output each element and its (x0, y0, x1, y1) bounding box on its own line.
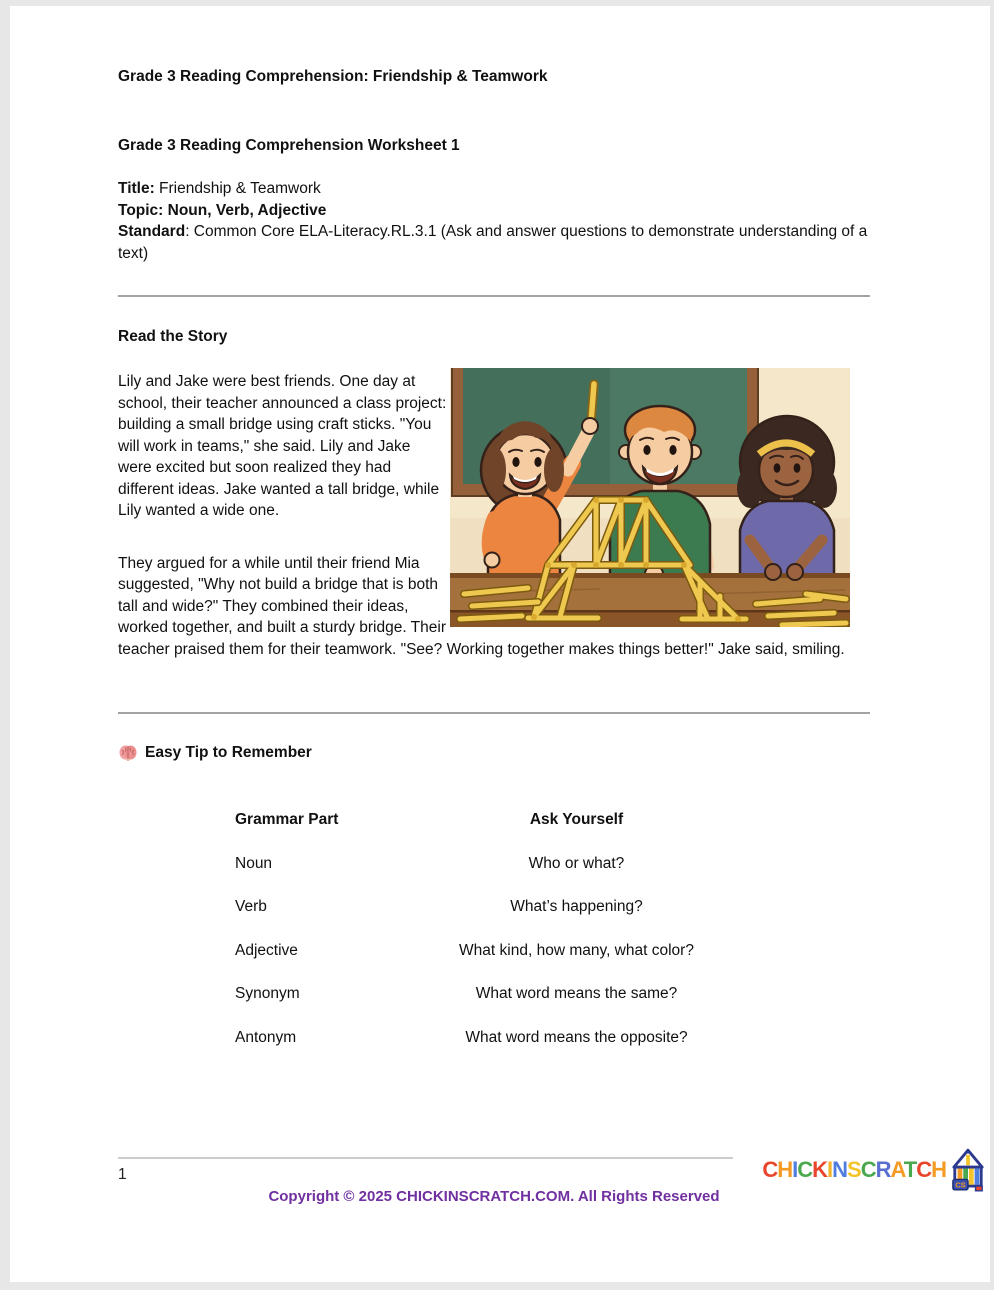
logo-letter: C (916, 1157, 932, 1182)
table-cell: Verb (235, 898, 267, 915)
meta-title-line (118, 178, 870, 200)
logo-letter: S (847, 1157, 861, 1182)
logo-letter: K (812, 1157, 828, 1182)
brain-icon (118, 744, 138, 762)
logo-letter: C (762, 1157, 778, 1182)
table-cell: Synonym (235, 985, 300, 1002)
divider-top (118, 295, 870, 297)
meta-standard-line (118, 221, 870, 264)
logo-letter: H (931, 1157, 946, 1182)
classroom-illustration-svg (450, 368, 850, 627)
table-cell: What word means the opposite? (465, 1028, 688, 1046)
story-paragraph-2: They argued for a while until their friend Mia suggested, "Why not build a bridge that is both tall and wide?" They combined their ideas, worked together, and built a sturdy bridge. Their teacher praised them for their teamwork. "See? Working together makes things better!" Jake said, smiling. (118, 554, 845, 658)
tip-heading-row (118, 742, 312, 764)
story-paragraph-1: Lily and Jake were best friends. One day at school, their teacher announced a class project: building a small bridge using craft sticks. "You will work in teams," she said. Lily and Jake were excited but soon realized they had different ideas. Jake wanted a tall bridge, while Lily wanted a wide one. (118, 373, 447, 519)
table-header-ask-yourself: Ask Yourself (529, 811, 624, 828)
table-header-grammar-part: Grammar Part (235, 811, 339, 828)
worksheet-meta (118, 178, 870, 264)
logo-letter: C (860, 1157, 876, 1182)
table-cell: Who or what? (528, 854, 625, 872)
story-heading: Read the Story (118, 328, 228, 345)
logo-letter: C (797, 1157, 813, 1182)
page-number: 1 (118, 1166, 127, 1183)
logo-letter: T (903, 1157, 917, 1182)
table-cell: Noun (235, 854, 273, 872)
tip-table (235, 810, 733, 1071)
table-cell: What kind, how many, what color? (459, 941, 694, 959)
worksheet-page (10, 6, 990, 1282)
table-cell: Antonym (235, 1028, 297, 1046)
standard-label: Standard (118, 223, 186, 240)
document-title: Grade 3 Reading Comprehension: Friendship & Teamwork (118, 68, 548, 85)
story-section (118, 371, 870, 691)
tip-heading: Easy Tip to Remember (145, 744, 312, 761)
chickinscratch-logo (762, 1147, 985, 1193)
logo-letter: I (827, 1157, 833, 1182)
svg-text:CS: CS (955, 1180, 966, 1190)
standard-value: : Common Core ELA-Literacy.RL.3.1 (Ask and answer questions to demonstrate understanding of a text) (118, 223, 868, 262)
logo-text (762, 1159, 946, 1181)
logo-letter: I (792, 1157, 798, 1182)
logo-letter: H (777, 1157, 793, 1182)
logo-letter: R (875, 1157, 891, 1182)
table-cell: What’s happening? (510, 898, 643, 915)
divider-middle (118, 712, 870, 714)
title-value: Friendship & Teamwork (154, 180, 321, 197)
footer-divider (118, 1157, 733, 1159)
title-label: Title: (118, 180, 155, 197)
logo-letter: N (832, 1157, 848, 1182)
copyright-notice: Copyright © 2025 CHICKINSCRATCH.COM. All Rights Reserved (268, 1188, 720, 1205)
table-cell: What word means the same? (475, 985, 678, 1002)
logo-letter: A (890, 1157, 904, 1182)
meta-topic-line: Topic: Noun, Verb, Adjective (118, 201, 327, 219)
table-cell: Adjective (235, 941, 298, 959)
pencil-house-icon (951, 1147, 985, 1193)
worksheet-title: Grade 3 Reading Comprehension Worksheet 1 (118, 137, 460, 154)
story-illustration (450, 368, 850, 627)
